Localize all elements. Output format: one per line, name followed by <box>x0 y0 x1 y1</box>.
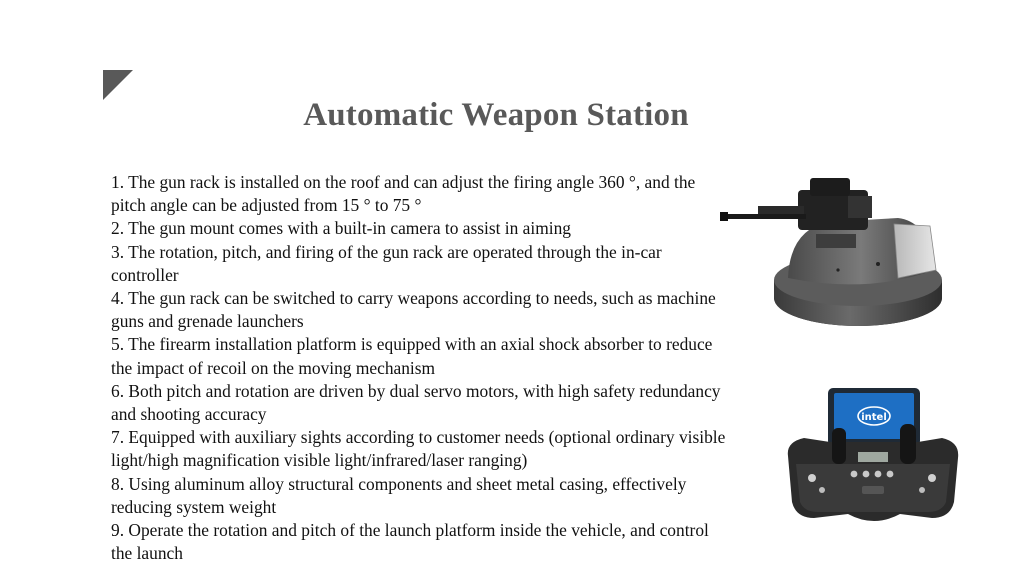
slide-title: Automatic Weapon Station <box>303 97 689 133</box>
feature-list <box>111 171 731 565</box>
feature-item-5: 5. The firearm installation platform is equipped with an axial shock absorber to reduce the impact of recoil on the moving mechanism <box>111 334 713 378</box>
feature-item-6: 6. Both pitch and rotation are driven by dual servo motors, with high safety redundancy and shooting accuracy <box>111 380 721 425</box>
feature-item-4: 4. The gun rack can be switched to carry weapons according to needs, such as machine guns and grenade launchers <box>111 288 716 332</box>
weapon-station-image <box>718 170 968 330</box>
feature-item-8: 8. Using aluminum alloy structural components and sheet metal casing, effectively reducing system weight <box>111 473 687 517</box>
feature-item-7: 7. Equipped with auxiliary sights according to customer needs (optional ordinary visible light/high magnification visible light/infrared/laser ranging) <box>111 427 726 471</box>
controller-image <box>782 386 964 528</box>
feature-item-9: 9. Operate the rotation and pitch of the launch platform inside the vehicle, and control the launch <box>111 520 709 564</box>
feature-item-1: 1. The gun rack is installed on the roof and can adjust the firing angle 360 °, and the pitch angle can be adjusted from 15 ° to 75 ° <box>111 172 696 216</box>
intel-logo-text: intel <box>861 412 887 423</box>
corner-triangle-decoration <box>103 70 133 100</box>
feature-item-2: 2. The gun mount comes with a built-in camera to assist in aiming <box>111 218 571 239</box>
feature-item-3: 3. The rotation, pitch, and firing of the gun rack are operated through the in-car controller <box>111 241 662 285</box>
